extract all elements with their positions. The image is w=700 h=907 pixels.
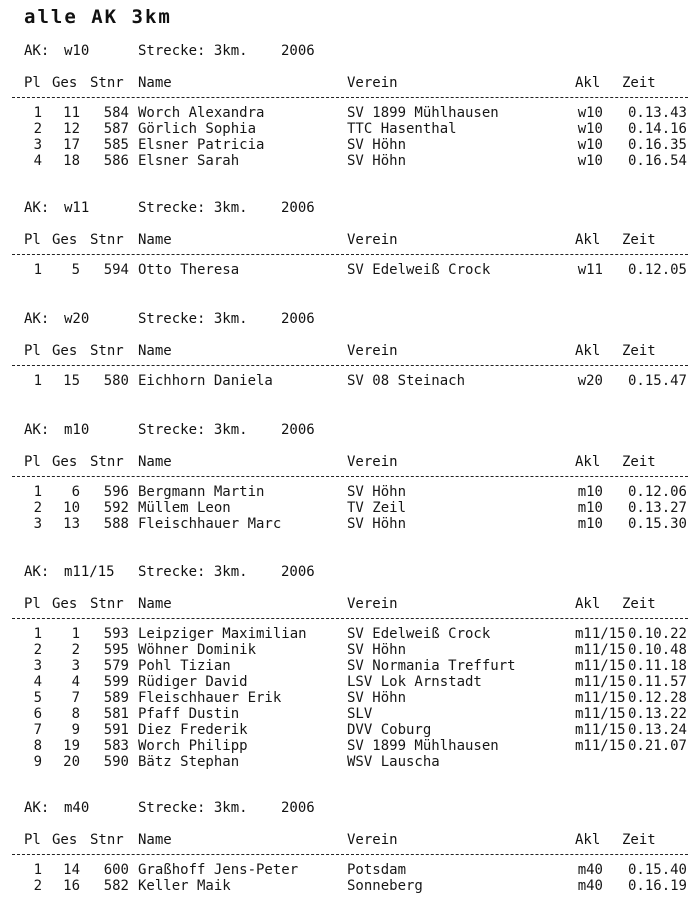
cell-verein: SV 08 Steinach bbox=[347, 373, 466, 389]
cell-pl: 8 bbox=[33, 738, 42, 754]
header-divider bbox=[12, 254, 688, 255]
cell-zeit: 0.16.19 bbox=[627, 878, 687, 894]
cell-name: Pfaff Dustin bbox=[138, 706, 240, 722]
cell-stnr: 600 bbox=[103, 862, 129, 878]
cell-zeit: 0.13.43 bbox=[627, 105, 687, 121]
cell-akl: m40 bbox=[577, 862, 603, 878]
column-header-ges: Ges bbox=[52, 232, 78, 248]
header-divider bbox=[12, 618, 688, 619]
column-header-verein: Verein bbox=[347, 232, 398, 248]
cell-pl: 5 bbox=[33, 690, 42, 706]
cell-zeit: 0.12.28 bbox=[627, 690, 687, 706]
column-header-zeit: Zeit bbox=[622, 343, 656, 359]
table-row bbox=[0, 516, 700, 532]
column-header-ges: Ges bbox=[52, 832, 78, 848]
cell-ges: 8 bbox=[71, 706, 80, 722]
column-header-name: Name bbox=[138, 75, 172, 91]
column-header-name: Name bbox=[138, 596, 172, 612]
column-header-name: Name bbox=[138, 832, 172, 848]
cell-pl: 1 bbox=[33, 105, 42, 121]
cell-akl: w10 bbox=[577, 137, 603, 153]
ak-value: w20 bbox=[64, 311, 90, 327]
cell-zeit: 0.15.47 bbox=[627, 373, 687, 389]
column-header-pl: Pl bbox=[24, 75, 41, 91]
cell-pl: 1 bbox=[33, 373, 42, 389]
column-header-verein: Verein bbox=[347, 596, 398, 612]
cell-akl: w10 bbox=[577, 153, 603, 169]
strecke-label: Strecke: 3km. bbox=[138, 422, 248, 438]
cell-name: Otto Theresa bbox=[138, 262, 240, 278]
cell-name: Eichhorn Daniela bbox=[138, 373, 273, 389]
cell-pl: 1 bbox=[33, 484, 42, 500]
strecke-label: Strecke: 3km. bbox=[138, 800, 248, 816]
cell-name: Leipziger Maximilian bbox=[138, 626, 307, 642]
cell-ges: 3 bbox=[71, 658, 80, 674]
cell-verein: SV 1899 Mühlhausen bbox=[347, 738, 499, 754]
cell-akl: m40 bbox=[577, 878, 603, 894]
cell-ges: 6 bbox=[71, 484, 80, 500]
cell-ges: 17 bbox=[63, 137, 80, 153]
year-label: 2006 bbox=[281, 200, 315, 216]
cell-ges: 14 bbox=[63, 862, 80, 878]
cell-stnr: 593 bbox=[103, 626, 129, 642]
column-header-zeit: Zeit bbox=[622, 454, 656, 470]
column-header-akl: Akl bbox=[575, 343, 601, 359]
cell-verein: WSV Lauscha bbox=[347, 754, 440, 770]
cell-stnr: 590 bbox=[103, 754, 129, 770]
column-header-pl: Pl bbox=[24, 343, 41, 359]
table-row bbox=[0, 153, 700, 169]
cell-ges: 11 bbox=[63, 105, 80, 121]
ak-value: m40 bbox=[64, 800, 90, 816]
column-header-pl: Pl bbox=[24, 832, 41, 848]
table-row bbox=[0, 862, 700, 878]
cell-name: Bergmann Martin bbox=[138, 484, 265, 500]
ak-value: m11/15 bbox=[64, 564, 115, 580]
column-header-verein: Verein bbox=[347, 832, 398, 848]
table-row bbox=[0, 373, 700, 389]
cell-verein: SV Normania Treffurt bbox=[347, 658, 516, 674]
header-divider bbox=[12, 476, 688, 477]
cell-ges: 2 bbox=[71, 642, 80, 658]
table-row bbox=[0, 137, 700, 153]
cell-ges: 19 bbox=[63, 738, 80, 754]
cell-name: Worch Philipp bbox=[138, 738, 248, 754]
cell-verein: SV Höhn bbox=[347, 153, 407, 169]
cell-name: Pohl Tizian bbox=[138, 658, 231, 674]
cell-pl: 9 bbox=[33, 754, 42, 770]
cell-zeit: 0.12.06 bbox=[627, 484, 687, 500]
cell-pl: 1 bbox=[33, 262, 42, 278]
column-header-stnr: Stnr bbox=[90, 343, 124, 359]
cell-ges: 12 bbox=[63, 121, 80, 137]
table-row bbox=[0, 262, 700, 278]
cell-verein: SV Höhn bbox=[347, 516, 407, 532]
page-title: alle AK 3km bbox=[24, 6, 172, 28]
cell-akl: w11 bbox=[577, 262, 603, 278]
cell-verein: TV Zeil bbox=[347, 500, 407, 516]
ak-label: AK: bbox=[24, 800, 50, 816]
ak-value: m10 bbox=[64, 422, 90, 438]
table-row bbox=[0, 642, 700, 658]
cell-akl: m11/15 bbox=[575, 706, 626, 722]
cell-stnr: 587 bbox=[103, 121, 129, 137]
column-header-akl: Akl bbox=[575, 75, 601, 91]
cell-name: Bätz Stephan bbox=[138, 754, 240, 770]
year-label: 2006 bbox=[281, 311, 315, 327]
column-header-ges: Ges bbox=[52, 596, 78, 612]
cell-zeit: 0.15.40 bbox=[627, 862, 687, 878]
cell-verein: SV Edelweiß Crock bbox=[347, 626, 491, 642]
cell-pl: 2 bbox=[33, 642, 42, 658]
cell-ges: 20 bbox=[63, 754, 80, 770]
cell-name: Diez Frederik bbox=[138, 722, 248, 738]
column-header-zeit: Zeit bbox=[622, 832, 656, 848]
cell-stnr: 585 bbox=[103, 137, 129, 153]
cell-name: Fleischhauer Marc bbox=[138, 516, 282, 532]
cell-ges: 4 bbox=[71, 674, 80, 690]
column-header-pl: Pl bbox=[24, 232, 41, 248]
cell-pl: 3 bbox=[33, 137, 42, 153]
cell-zeit: 0.10.22 bbox=[627, 626, 687, 642]
cell-stnr: 589 bbox=[103, 690, 129, 706]
cell-zeit: 0.21.07 bbox=[627, 738, 687, 754]
table-row bbox=[0, 484, 700, 500]
cell-zeit: 0.13.24 bbox=[627, 722, 687, 738]
table-row bbox=[0, 105, 700, 121]
ak-value: w10 bbox=[64, 43, 90, 59]
table-row bbox=[0, 738, 700, 754]
ak-label: AK: bbox=[24, 200, 50, 216]
cell-zeit: 0.15.30 bbox=[627, 516, 687, 532]
cell-name: Müllem Leon bbox=[138, 500, 231, 516]
table-row bbox=[0, 626, 700, 642]
table-row bbox=[0, 500, 700, 516]
cell-verein: SV Höhn bbox=[347, 484, 407, 500]
cell-verein: SV Höhn bbox=[347, 690, 407, 706]
column-header-verein: Verein bbox=[347, 75, 398, 91]
cell-stnr: 586 bbox=[103, 153, 129, 169]
cell-pl: 1 bbox=[33, 626, 42, 642]
table-row bbox=[0, 722, 700, 738]
table-row bbox=[0, 754, 700, 770]
year-label: 2006 bbox=[281, 564, 315, 580]
cell-verein: SV Höhn bbox=[347, 642, 407, 658]
ak-value: w11 bbox=[64, 200, 90, 216]
cell-name: Rüdiger David bbox=[138, 674, 248, 690]
cell-verein: SV Edelweiß Crock bbox=[347, 262, 491, 278]
cell-stnr: 595 bbox=[103, 642, 129, 658]
cell-verein: SLV bbox=[347, 706, 373, 722]
cell-verein: Potsdam bbox=[347, 862, 407, 878]
cell-name: Worch Alexandra bbox=[138, 105, 265, 121]
cell-zeit: 0.16.54 bbox=[627, 153, 687, 169]
cell-ges: 5 bbox=[71, 262, 80, 278]
cell-verein: LSV Lok Arnstadt bbox=[347, 674, 482, 690]
strecke-label: Strecke: 3km. bbox=[138, 311, 248, 327]
cell-stnr: 594 bbox=[103, 262, 129, 278]
cell-akl: m10 bbox=[577, 484, 603, 500]
cell-akl: m10 bbox=[577, 516, 603, 532]
table-row bbox=[0, 674, 700, 690]
cell-ges: 1 bbox=[71, 626, 80, 642]
cell-zeit: 0.11.57 bbox=[627, 674, 687, 690]
year-label: 2006 bbox=[281, 43, 315, 59]
cell-zeit: 0.11.18 bbox=[627, 658, 687, 674]
cell-verein: Sonneberg bbox=[347, 878, 423, 894]
table-row bbox=[0, 658, 700, 674]
column-header-name: Name bbox=[138, 343, 172, 359]
column-header-pl: Pl bbox=[24, 454, 41, 470]
cell-name: Elsner Patricia bbox=[138, 137, 265, 153]
column-header-stnr: Stnr bbox=[90, 596, 124, 612]
strecke-label: Strecke: 3km. bbox=[138, 564, 248, 580]
cell-akl: m11/15 bbox=[575, 642, 626, 658]
cell-zeit: 0.14.16 bbox=[627, 121, 687, 137]
column-header-akl: Akl bbox=[575, 454, 601, 470]
cell-pl: 3 bbox=[33, 658, 42, 674]
column-header-ges: Ges bbox=[52, 343, 78, 359]
column-header-zeit: Zeit bbox=[622, 232, 656, 248]
cell-ges: 10 bbox=[63, 500, 80, 516]
cell-akl: m11/15 bbox=[575, 674, 626, 690]
cell-ges: 16 bbox=[63, 878, 80, 894]
column-header-stnr: Stnr bbox=[90, 832, 124, 848]
cell-pl: 7 bbox=[33, 722, 42, 738]
cell-akl: m11/15 bbox=[575, 690, 626, 706]
cell-stnr: 579 bbox=[103, 658, 129, 674]
cell-pl: 2 bbox=[33, 500, 42, 516]
ak-label: AK: bbox=[24, 311, 50, 327]
cell-zeit: 0.10.48 bbox=[627, 642, 687, 658]
cell-verein: SV Höhn bbox=[347, 137, 407, 153]
cell-akl: w20 bbox=[577, 373, 603, 389]
cell-akl: m11/15 bbox=[575, 722, 626, 738]
cell-ges: 9 bbox=[71, 722, 80, 738]
cell-stnr: 588 bbox=[103, 516, 129, 532]
column-header-name: Name bbox=[138, 232, 172, 248]
cell-stnr: 581 bbox=[103, 706, 129, 722]
ak-label: AK: bbox=[24, 422, 50, 438]
ak-label: AK: bbox=[24, 564, 50, 580]
cell-pl: 6 bbox=[33, 706, 42, 722]
cell-name: Keller Maik bbox=[138, 878, 231, 894]
cell-stnr: 583 bbox=[103, 738, 129, 754]
cell-pl: 3 bbox=[33, 516, 42, 532]
cell-ges: 13 bbox=[63, 516, 80, 532]
header-divider bbox=[12, 365, 688, 366]
cell-stnr: 596 bbox=[103, 484, 129, 500]
column-header-name: Name bbox=[138, 454, 172, 470]
column-header-akl: Akl bbox=[575, 596, 601, 612]
cell-stnr: 582 bbox=[103, 878, 129, 894]
strecke-label: Strecke: 3km. bbox=[138, 43, 248, 59]
column-header-stnr: Stnr bbox=[90, 75, 124, 91]
cell-zeit: 0.13.27 bbox=[627, 500, 687, 516]
cell-stnr: 584 bbox=[103, 105, 129, 121]
cell-stnr: 599 bbox=[103, 674, 129, 690]
cell-pl: 2 bbox=[33, 121, 42, 137]
cell-stnr: 592 bbox=[103, 500, 129, 516]
strecke-label: Strecke: 3km. bbox=[138, 200, 248, 216]
column-header-zeit: Zeit bbox=[622, 596, 656, 612]
column-header-verein: Verein bbox=[347, 454, 398, 470]
cell-pl: 4 bbox=[33, 153, 42, 169]
cell-name: Elsner Sarah bbox=[138, 153, 240, 169]
column-header-akl: Akl bbox=[575, 832, 601, 848]
column-header-akl: Akl bbox=[575, 232, 601, 248]
cell-zeit: 0.12.05 bbox=[627, 262, 687, 278]
cell-zeit: 0.16.35 bbox=[627, 137, 687, 153]
column-header-pl: Pl bbox=[24, 596, 41, 612]
column-header-stnr: Stnr bbox=[90, 232, 124, 248]
table-row bbox=[0, 121, 700, 137]
cell-pl: 1 bbox=[33, 862, 42, 878]
cell-zeit: 0.13.22 bbox=[627, 706, 687, 722]
year-label: 2006 bbox=[281, 800, 315, 816]
year-label: 2006 bbox=[281, 422, 315, 438]
cell-akl: m11/15 bbox=[575, 626, 626, 642]
cell-name: Görlich Sophia bbox=[138, 121, 257, 137]
cell-stnr: 580 bbox=[103, 373, 129, 389]
cell-verein: SV 1899 Mühlhausen bbox=[347, 105, 499, 121]
cell-akl: m11/15 bbox=[575, 738, 626, 754]
column-header-ges: Ges bbox=[52, 454, 78, 470]
column-header-zeit: Zeit bbox=[622, 75, 656, 91]
column-header-verein: Verein bbox=[347, 343, 398, 359]
header-divider bbox=[12, 854, 688, 855]
cell-ges: 15 bbox=[63, 373, 80, 389]
ak-label: AK: bbox=[24, 43, 50, 59]
cell-akl: m10 bbox=[577, 500, 603, 516]
cell-name: Graßhoff Jens-Peter bbox=[138, 862, 299, 878]
cell-verein: DVV Coburg bbox=[347, 722, 432, 738]
cell-pl: 2 bbox=[33, 878, 42, 894]
cell-verein: TTC Hasenthal bbox=[347, 121, 457, 137]
table-row bbox=[0, 706, 700, 722]
column-header-stnr: Stnr bbox=[90, 454, 124, 470]
column-header-ges: Ges bbox=[52, 75, 78, 91]
cell-ges: 7 bbox=[71, 690, 80, 706]
cell-stnr: 591 bbox=[103, 722, 129, 738]
table-row bbox=[0, 878, 700, 894]
cell-name: Wöhner Dominik bbox=[138, 642, 257, 658]
cell-pl: 4 bbox=[33, 674, 42, 690]
cell-ges: 18 bbox=[63, 153, 80, 169]
header-divider bbox=[12, 97, 688, 98]
cell-akl: w10 bbox=[577, 121, 603, 137]
cell-akl: w10 bbox=[577, 105, 603, 121]
cell-name: Fleischhauer Erik bbox=[138, 690, 282, 706]
table-row bbox=[0, 690, 700, 706]
cell-akl: m11/15 bbox=[575, 658, 626, 674]
